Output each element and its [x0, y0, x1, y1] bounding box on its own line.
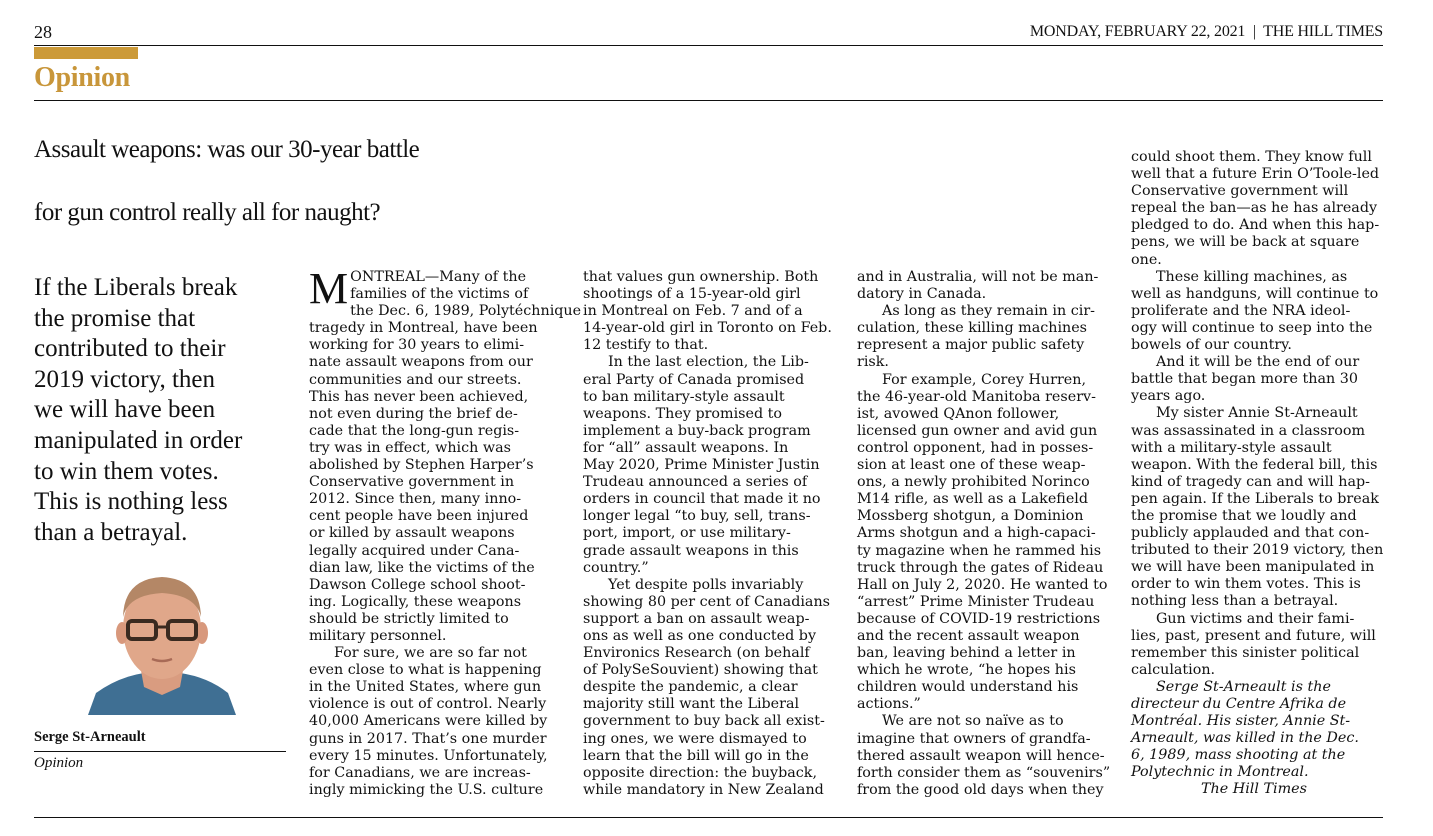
body-text-line: publicly applauded and that con-: [1131, 525, 1370, 542]
body-text-line: This has never been achieved,: [309, 388, 529, 405]
drop-cap: M: [309, 264, 349, 313]
body-column-2: [583, 269, 853, 799]
body-text-line: ons, a newly prohibited Norinco: [857, 474, 1090, 491]
body-text-line: shootings of a 15-year-old girl: [583, 286, 801, 303]
section-rule: [34, 100, 1383, 101]
body-text-line: weapons. They promised to: [583, 405, 783, 422]
body-text-line: datory in Canada.: [857, 286, 987, 303]
body-text-line: forth consider them as “souvenirs”: [857, 764, 1111, 781]
body-text-line: which he wrote, “he hopes his: [857, 662, 1076, 679]
body-text-line: pens, we will be back at square: [1131, 234, 1360, 251]
body-text-line: that values gun ownership. Both: [583, 269, 819, 285]
author-bio-line: directeur du Centre Afrika de: [1131, 696, 1347, 712]
body-text-line: longer legal “to buy, sell, trans-: [583, 508, 811, 525]
body-text-line: port, import, or use military-: [583, 525, 791, 542]
body-text-line: implement a buy-back program: [583, 422, 811, 439]
body-text-line: We are not so naïve as to: [882, 713, 1064, 730]
body-text-line: of PolySeSouvient) showing that: [583, 662, 818, 679]
author-name: Serge St-Arneault: [34, 729, 146, 745]
author-bio-line: Montréal. His sister, Annie St-: [1131, 713, 1351, 730]
body-text-line: ing ones, we were dismayed to: [583, 730, 807, 747]
pull-quote: [34, 273, 294, 548]
body-text-line: abolished by Stephen Harper’s: [309, 457, 534, 474]
headline-line-2: for gun control really all for naught?: [34, 199, 381, 226]
body-text-line: or killed by assault weapons: [309, 525, 515, 542]
body-text-line: in the United States, where gun: [309, 679, 542, 696]
body-text-line: years ago.: [1131, 388, 1206, 405]
body-text-line: For sure, we are so far not: [334, 645, 527, 662]
body-text-line: ty magazine when he rammed his: [857, 542, 1102, 559]
body-text-line: 2012. Since then, many inno-: [309, 491, 522, 508]
body-text-line: orders in council that made it no: [583, 491, 821, 508]
body-text-line: order to win them votes. This is: [1131, 576, 1361, 593]
body-text-line: truck through the gates of Rideau: [857, 559, 1104, 576]
author-bio-line: 6, 1989, mass shooting at the: [1131, 747, 1346, 764]
body-text-line: ogy will continue to seep into the: [1131, 319, 1373, 336]
body-text-line: one.: [1131, 251, 1162, 268]
body-text-line: nothing less than a betrayal.: [1131, 593, 1339, 610]
body-text-line: guns in 2017. That’s one murder: [309, 730, 547, 747]
author-bio-line: The Hill Times: [1201, 781, 1307, 798]
body-text-line: with a military-style assault: [1131, 439, 1332, 456]
body-text-line: remember this sinister political: [1131, 644, 1360, 661]
body-text-line: calculation.: [1131, 661, 1216, 678]
body-text-line: well that a future Erin O’Toole-led: [1131, 166, 1380, 183]
body-text-line: thered assault weapon will hence-: [857, 747, 1105, 764]
body-text-line: the Dec. 6, 1989, Polytéchnique: [350, 303, 582, 320]
body-text-line: to ban military-style assault: [583, 388, 785, 405]
body-text-line: not even during the brief de-: [309, 405, 518, 422]
body-text-line: Dawson College school shoot-: [309, 576, 526, 593]
body-text-line: ONTREAL—Many of the: [350, 269, 527, 285]
body-text-line: In the last election, the Lib-: [608, 354, 809, 371]
body-text-line: in Montreal on Feb. 7 and of a: [583, 303, 803, 320]
body-text-line: Gun victims and their fami-: [1156, 610, 1355, 627]
dateline: MONDAY, FEBRUARY 22, 2021 | THE HILL TIMES: [1029, 23, 1383, 40]
body-text-line: licensed gun owner and avid gun: [857, 422, 1098, 439]
body-text-line: country.”: [583, 559, 649, 576]
body-text-line: May 2020, Prime Minister Justin: [583, 457, 820, 474]
headline: [34, 118, 1124, 244]
author-bio-line: Polytechnic in Montreal.: [1131, 764, 1309, 781]
body-text-line: the promise that we loudly and: [1131, 507, 1357, 524]
body-text-line: legally acquired under Cana-: [309, 542, 520, 559]
body-text-line: kind of tragedy can and will hap-: [1131, 473, 1370, 490]
author-rule: [34, 751, 286, 752]
body-text-line: ing. Logically, these weapons: [309, 593, 522, 610]
body-text-line: ist, avowed QAnon follower,: [857, 405, 1060, 422]
pull-quote-line: we will have been: [34, 396, 216, 424]
body-text-line: Arms shotgun and a high-capaci-: [857, 525, 1096, 542]
body-text-line: eral Party of Canada promised: [583, 371, 805, 388]
body-text-line: actions.”: [857, 696, 921, 713]
body-text-line: ingly mimicking the U.S. culture: [309, 781, 544, 798]
body-text-line: and in Australia, will not be man-: [857, 269, 1099, 285]
body-column-3: [857, 269, 1127, 799]
body-text-line: families of the victims of: [350, 286, 529, 303]
body-text-line: Hall on July 2, 2020. He wanted to: [857, 576, 1108, 593]
body-text-line: 14-year-old girl in Toronto on Feb.: [583, 320, 832, 337]
body-text-line: pledged to do. And when this hap-: [1131, 217, 1380, 234]
author-bio-line: Arneault, was killed in the Dec.: [1131, 730, 1359, 747]
body-text-line: sion at least one of these weap-: [857, 457, 1086, 474]
body-text-line: risk.: [857, 354, 889, 371]
body-text-line: And it will be the end of our: [1156, 354, 1360, 371]
pull-quote-line: This is nothing less: [34, 488, 228, 516]
body-text-line: battle that began more than 30: [1131, 371, 1358, 388]
body-text-line: Conservative government in: [309, 474, 515, 491]
body-text-line: learn that the bill will go in the: [583, 747, 809, 764]
body-text-line: cade that the long-gun regis-: [309, 422, 520, 439]
body-text-line: cent people have been injured: [309, 508, 529, 525]
body-text-line: 12 testify to that.: [583, 337, 709, 354]
body-text-line: pen again. If the Liberals to break: [1131, 490, 1379, 507]
section-accent-bar: [34, 47, 138, 59]
body-text-line: government to buy back all exist-: [583, 713, 825, 730]
body-text-line: grade assault weapons in this: [583, 542, 799, 559]
headline-line-1: Assault weapons: was our 30-year battle: [34, 136, 420, 163]
body-text-line: “arrest” Prime Minister Trudeau: [857, 593, 1095, 610]
body-text-line: opposite direction: the buyback,: [583, 764, 817, 781]
body-text-line: communities and our streets.: [309, 371, 522, 388]
pull-quote-line: to win them votes.: [34, 457, 219, 485]
page-number: 28: [34, 22, 52, 42]
body-text-line: from the good old days when they: [857, 781, 1104, 798]
body-text-line: try was in effect, which was: [309, 439, 511, 456]
body-text-line: For example, Corey Hurren,: [882, 371, 1087, 388]
body-text-line: the 46-year-old Manitoba reserv-: [857, 388, 1096, 405]
pull-quote-line: manipulated in order: [34, 426, 243, 454]
body-text-line: for Canadians, we are increas-: [309, 764, 531, 781]
body-text-line: despite the pandemic, a clear: [583, 679, 798, 696]
body-text-line: well as handguns, will continue to: [1131, 285, 1379, 302]
body-text-line: tributed to their 2019 victory, then: [1131, 542, 1384, 559]
body-text-line: These killing machines, as: [1156, 268, 1348, 285]
body-text-line: M14 rifle, as well as a Lakefield: [857, 491, 1088, 508]
body-column-1: [309, 264, 582, 799]
body-text-line: even close to what is happening: [309, 662, 542, 679]
body-text-line: majority still want the Liberal: [583, 696, 800, 713]
body-text-line: repeal the ban—as he has already: [1131, 200, 1378, 217]
author-section: Opinion: [34, 755, 84, 771]
body-text-line: children would understand his: [857, 679, 1079, 696]
body-text-line: violence is out of control. Nearly: [309, 696, 547, 713]
body-text-line: ban, leaving behind a letter in: [857, 645, 1076, 662]
top-rule: [34, 45, 1383, 46]
bottom-rule: [34, 817, 1383, 818]
body-text-line: was assassinated in a classroom: [1131, 422, 1366, 439]
pull-quote-line: the promise that: [34, 304, 196, 332]
body-text-line: for “all” assault weapons. In: [583, 439, 789, 456]
body-text-line: weapon. With the federal bill, this: [1131, 456, 1378, 473]
body-text-line: Yet despite polls invariably: [608, 576, 804, 593]
body-text-line: Conservative government will: [1131, 183, 1349, 200]
body-text-line: As long as they remain in cir-: [882, 303, 1096, 320]
body-text-line: we will have been manipulated in: [1131, 559, 1375, 576]
body-text-line: Mossberg shotgun, a Dominion: [857, 508, 1084, 525]
body-text-line: represent a major public safety: [857, 337, 1085, 354]
section-label: Opinion: [34, 62, 130, 93]
body-text-line: because of COVID-19 restrictions: [857, 610, 1101, 627]
pull-quote-line: If the Liberals break: [34, 274, 238, 301]
body-text-line: ons as well as one conducted by: [583, 627, 817, 644]
body-text-line: showing 80 per cent of Canadians: [583, 593, 830, 610]
body-text-line: military personnel.: [309, 627, 447, 644]
body-text-line: Environics Research (on behalf: [583, 645, 810, 662]
body-text-line: while mandatory in New Zealand: [583, 781, 824, 798]
body-text-line: dian law, like the victims of the: [309, 559, 535, 576]
body-text-line: My sister Annie St-Arneault: [1156, 405, 1358, 422]
pull-quote-line: contributed to their: [34, 335, 226, 363]
body-text-line: proliferate and the NRA ideol-: [1131, 302, 1351, 319]
body-text-line: tragedy in Montreal, have been: [309, 320, 538, 337]
body-text-line: and the recent assault weapon: [857, 627, 1080, 644]
body-text-line: support a ban on assault weap-: [583, 610, 810, 627]
body-text-line: culation, these killing machines: [857, 320, 1088, 337]
pull-quote-line: 2019 victory, then: [34, 365, 215, 393]
body-text-line: could shoot them. They know full: [1131, 149, 1372, 165]
body-column-4: [1131, 149, 1401, 799]
pull-quote-line: than a betrayal.: [34, 518, 188, 546]
body-text-line: 40,000 Americans were killed by: [309, 713, 548, 730]
body-text-line: Trudeau announced a series of: [583, 474, 808, 491]
body-text-line: nate assault weapons from our: [309, 354, 533, 371]
body-text-line: control opponent, had in posses-: [857, 439, 1094, 456]
body-text-line: bowels of our country.: [1131, 337, 1292, 354]
body-text-line: imagine that owners of grandfa-: [857, 730, 1091, 747]
body-text-line: working for 30 years to elimi-: [309, 337, 525, 354]
body-text-line: should be strictly limited to: [309, 610, 509, 627]
author-bio-line: Serge St-Arneault is the: [1156, 678, 1331, 695]
author-portrait-icon: [88, 565, 236, 715]
body-text-line: lies, past, present and future, will: [1131, 627, 1376, 644]
body-text-line: every 15 minutes. Unfortunately,: [309, 747, 548, 764]
